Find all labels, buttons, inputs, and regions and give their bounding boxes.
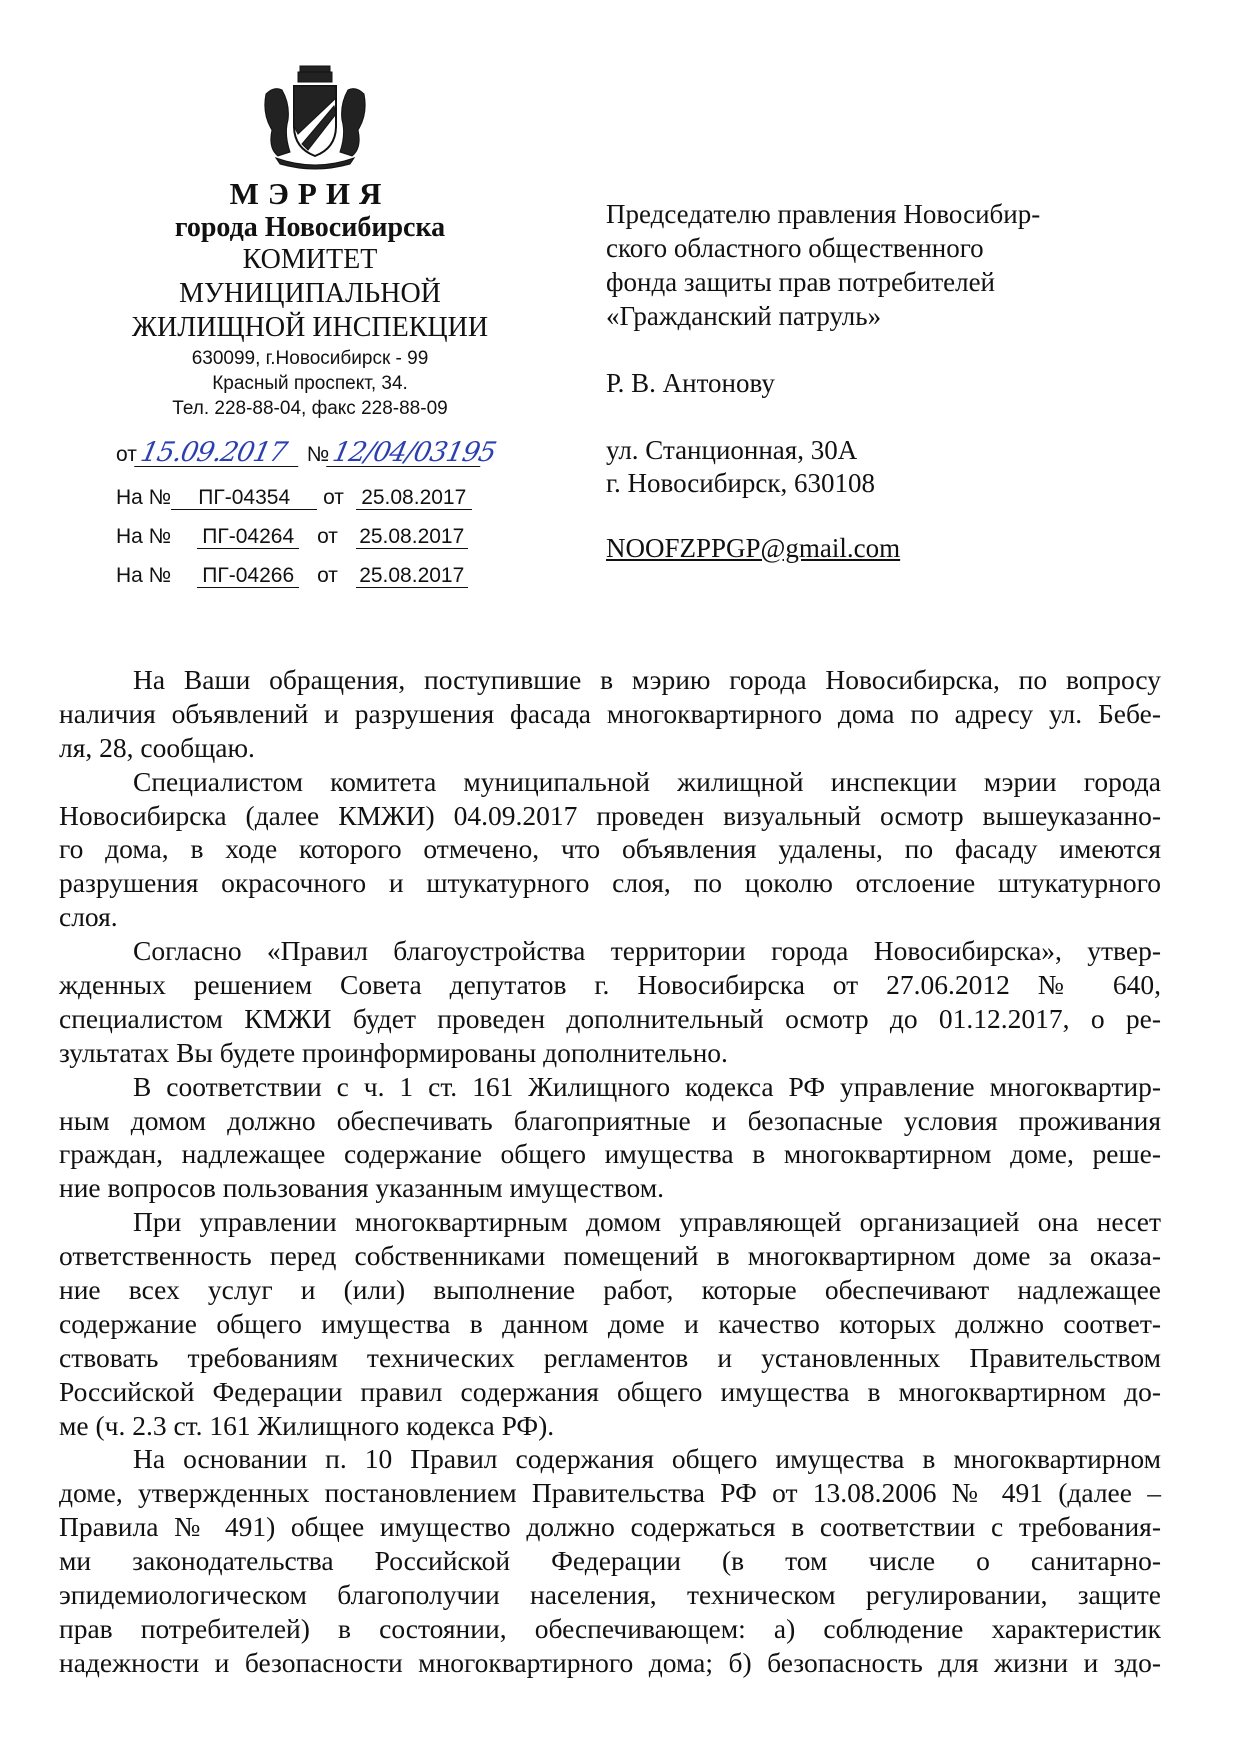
reference-row [116,486,472,510]
recipient-line: «Гражданский патруль» [606,301,882,331]
org-municipal: МУНИЦИПАЛЬНОЙ [179,278,441,309]
reference-row [116,525,468,549]
body-line: Российской Федерации правил содержания общего имущества в многоквартирном до- [59,1375,1161,1407]
body-line: ля, 28, сообщаю. [59,731,255,763]
recipient-street: ул. Станционная, 30А [606,435,858,465]
outgoing-date-handwritten: 15.09.2017 [134,440,304,467]
reference-number: ПГ-04266 [197,565,299,588]
body-line: надежности и безопасности многоквартирного дома; б) безопасность для жизни и здо- [59,1646,1161,1678]
reference-label: На № [116,525,172,548]
body-line: Новосибирска (далее КМЖИ) 04.09.2017 проведен визуальный осмотр вышеуказанно- [59,799,1161,831]
reference-from-label: от [317,525,338,548]
recipient-name: Р. В. Антонову [606,368,775,398]
body-paragraph [59,934,1161,1070]
body-line: слоя. [59,901,118,933]
body-line: прав потребителей) в состоянии, обеспечивающем: а) соблюдение характеристик [59,1612,1161,1644]
body-line: специалистом КМЖИ будет проведен дополнительный осмотр до 01.12.2017, о ре- [59,1002,1161,1034]
letter-body [59,663,1161,1680]
body-line: ным домом должно обеспечивать благоприятные и безопасные условия проживания [59,1104,1161,1136]
coat-of-arms-emblem [258,64,372,170]
body-paragraph [59,1205,1161,1442]
reference-label: На № [116,486,172,509]
reference-row [116,564,468,588]
body-line: разрушения окрасочного и штукатурного слоя, по цоколю отслоение штукатурного [59,867,1161,899]
outgoing-number-label: № [306,443,330,466]
org-committee: КОМИТЕТ [242,244,378,275]
body-line: ние всех услуг и (или) выполнение работ, которые обеспечивают надлежащее [59,1274,1161,1306]
body-line: Согласно «Правил благоустройства территории города Новосибирска», утвер- [133,935,1161,967]
reference-from-label: от [317,564,338,587]
org-address-postal: 630099, г.Новосибирск - 99 [191,348,429,369]
org-phones: Тел. 228-88-04, факс 228-88-09 [172,398,448,419]
body-line: наличия объявлений и разрушения фасада многоквартирного дома по адресу ул. Бебе- [59,697,1161,729]
recipient-line: фонда защиты прав потребителей [606,267,996,297]
body-line: В соответствии с ч. 1 ст. 161 Жилищного кодекса РФ управление многоквартир- [133,1070,1161,1102]
body-line: зультатах Вы будете проинформированы дополнительно. [59,1036,728,1068]
reference-from-label: от [323,486,344,509]
recipient-city: г. Новосибирск, 630108 [606,468,875,498]
body-paragraph [59,663,1161,765]
body-paragraph [59,765,1161,934]
outgoing-from-label: от [116,443,137,466]
outgoing-reference [116,437,499,468]
recipient-line: ского областного общественного [606,233,984,263]
body-line: го дома, в ходе которого отмечено, что объявления удалены, по фасаду имеются [59,833,1161,865]
org-title: МЭРИЯ [229,176,391,211]
reference-label: На № [116,564,172,587]
body-line: жденных решением Совета депутатов г. Новосибирска от 27.06.2012 № 640, [59,969,1161,1001]
body-line: Правила № 491) общее имущество должно содержаться в соответствии с требования- [59,1511,1161,1543]
body-line: На Ваши обращения, поступившие в мэрию города Новосибирска, по вопросу [133,664,1161,695]
body-line: На основании п. 10 Правил содержания общего имущества в многоквартирном [133,1443,1161,1475]
reference-date: 25.08.2017 [356,487,472,510]
reference-date: 25.08.2017 [356,565,468,588]
body-line: ме (ч. 2.3 ст. 161 Жилищного кодекса РФ). [59,1409,555,1441]
body-line: ние вопросов пользования указанным имуществом. [59,1172,664,1204]
outgoing-number-handwritten: 12/04/03195 [326,440,486,467]
body-line: ствовать требованиям технических регламентов и установленных Правительством [59,1341,1161,1373]
body-line: доме, утвержденных постановлением Правительства РФ от 13.08.2006 № 491 (далее – [59,1477,1161,1509]
reference-number: ПГ-04354 [171,487,317,510]
body-line: ответственность перед собственниками помещений в многоквартирном доме за оказа- [59,1240,1161,1272]
recipient-email-link[interactable]: NOOFZPPGP@gmail.com [606,533,901,563]
body-line: Специалистом комитета муниципальной жилищной инспекции мэрии города [133,765,1161,797]
body-line: содержание общего имущества в данном доме и качество которых должно соответ- [59,1307,1161,1339]
org-city: города Новосибирска [174,212,446,243]
body-line: При управлении многоквартирным домом управляющей организацией она несет [133,1206,1161,1238]
body-line: эпидемиологическом благополучии населения, техническом регулировании, защите [59,1579,1161,1611]
body-line: ми законодательства Российской Федерации (в том числе о санитарно- [59,1545,1161,1577]
org-address-street: Красный проспект, 34. [212,373,408,394]
recipient-organization [606,197,1040,333]
body-line: граждан, надлежащее содержание общего имущества в многоквартирном доме, реше- [59,1138,1161,1170]
body-paragraph [59,1070,1161,1206]
body-paragraph [59,1442,1161,1679]
reference-date: 25.08.2017 [356,526,468,549]
reference-number: ПГ-04264 [197,526,299,549]
org-inspection: ЖИЛИЩНОЙ ИНСПЕКЦИИ [131,312,489,343]
recipient-line: Председателю правления Новосибир- [606,199,1041,229]
